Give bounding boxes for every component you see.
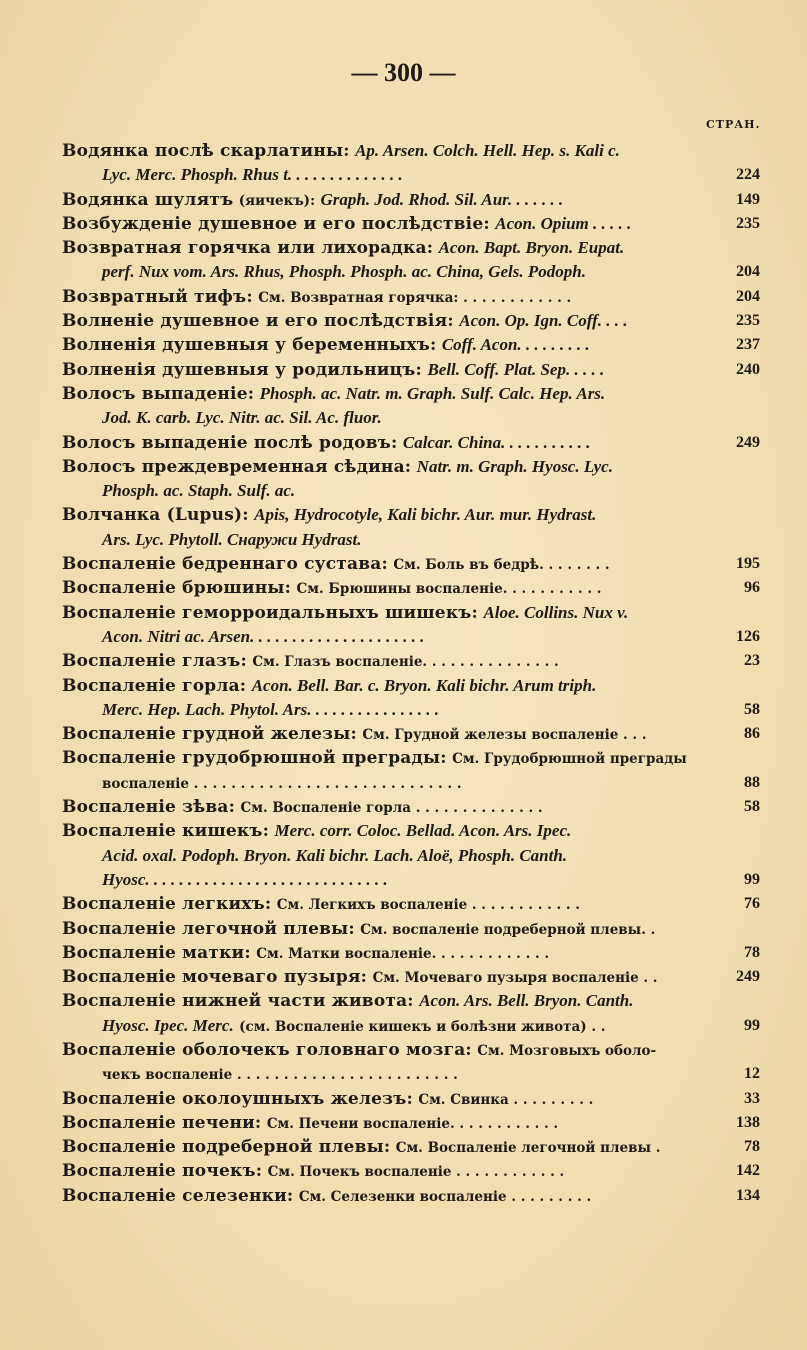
entry-reference: См. Брюшины воспаленіе. . . . . . . . . . . (296, 581, 602, 598)
entry-remedies: Hyosc. Ipec. Merc. (102, 1015, 234, 1035)
entry-heading: Воспаленіе селезенки: (62, 1185, 294, 1206)
index-entry-continuation (0, 406, 807, 430)
entry-page-number: 33 (744, 1089, 760, 1107)
entry-reference: (яичекъ): (238, 192, 316, 209)
index-entry (0, 722, 807, 746)
entry-text (62, 722, 647, 747)
entry-page-number: 224 (736, 166, 760, 184)
entry-reference: воспаленіе . . . . . . . . . . . . . . . . . . . . . . . . . . . . . (102, 775, 462, 792)
entry-heading: Воспаленіе матки: (62, 942, 251, 963)
entry-page-number: 126 (736, 627, 760, 645)
entry-text (62, 431, 590, 455)
index-entry (0, 649, 807, 673)
entry-text (62, 455, 613, 479)
entry-remedies: Phosph. ac. Staph. Sulf. ac. (102, 481, 296, 501)
index-entry-continuation (0, 698, 807, 722)
entry-text (102, 844, 567, 868)
index-entry (0, 188, 807, 212)
entry-heading: Воспаленіе оболочекъ головнаго мозга: (62, 1039, 472, 1060)
entry-heading: Воспаленіе мочеваго пузыря: (62, 967, 368, 988)
entry-text (62, 649, 559, 674)
entry-text (62, 188, 563, 213)
index-entry (0, 965, 807, 989)
entry-heading: Воспаленіе околоушныхъ железъ: (62, 1088, 413, 1109)
entry-remedies: Apis, Hydrocotyle, Kali bichr. Aur. mur. Hydrast. (254, 505, 597, 525)
entry-heading: Водянка шулятъ (62, 189, 234, 210)
entry-page-number: 96 (744, 579, 760, 597)
entry-page-number: 88 (744, 773, 760, 791)
entry-page-number: 76 (744, 895, 760, 913)
index-entry (0, 576, 807, 600)
entry-reference: См. Боль въ бедрѣ. . . . . . . . (393, 557, 610, 574)
entry-text (102, 1062, 458, 1087)
entry-reference: чекъ воспаленіе . . . . . . . . . . . . . . . . . . . . . . . . (102, 1067, 458, 1084)
index-entry-continuation (0, 844, 807, 868)
index-entry (0, 795, 807, 819)
entry-heading: Воспаленіе грудной железы: (62, 724, 357, 745)
index-entry (0, 431, 807, 455)
entry-text (62, 941, 549, 966)
entry-heading: Волненія душевныя у родильницъ: (62, 359, 423, 380)
entry-remedies: Merc. corr. Coloc. Bellad. Acon. Ars. Ipec. (274, 821, 572, 841)
entry-text (62, 674, 596, 698)
entry-text (62, 1135, 660, 1160)
index-entry-continuation (0, 771, 807, 795)
entry-page-number: 78 (744, 943, 760, 961)
entry-remedies: Hyosc. . . . . . . . . . . . . . . . . . . . . . . . . . . . . (102, 869, 388, 889)
entry-text (62, 1159, 564, 1184)
entry-text (62, 965, 658, 990)
entry-reference: См. Грудной железы воспаленіе . . . (362, 727, 647, 744)
entry-text (62, 212, 631, 236)
entry-reference: См. Возвратная горячка: . . . . . . . . . . . . (258, 289, 572, 306)
index-entry-continuation (0, 528, 807, 552)
index-entry (0, 139, 807, 163)
entry-reference: См. Грудобрюшной преграды (452, 751, 687, 768)
entry-heading: Воспаленіе кишекъ: (62, 821, 270, 842)
entry-page-number: 23 (744, 652, 760, 670)
entry-heading: Водянка послѣ скарлатины: (62, 141, 350, 161)
entry-text (62, 819, 571, 843)
entry-page-number: 204 (736, 263, 760, 281)
index-entry-continuation (0, 1014, 807, 1038)
entry-reference: См. Мозговыхъ оболо- (477, 1042, 657, 1059)
entry-heading: Возвратная горячка или лихорадка: (62, 238, 434, 259)
entry-remedies: Calcar. China. . . . . . . . . . . (402, 432, 591, 452)
entry-heading: Воспаленіе зѣва: (62, 797, 236, 818)
entry-page-number: 12 (744, 1065, 760, 1083)
entry-reference: См. Печени воспаленіе. . . . . . . . . . . . (266, 1115, 559, 1132)
entry-heading: Воспаленіе нижней части живота: (62, 991, 414, 1012)
entry-heading: Воспаленіе горла: (62, 675, 247, 696)
index-entry (0, 285, 807, 309)
index-entry (0, 892, 807, 916)
entry-text (62, 236, 624, 260)
entry-reference: См. воспаленіе подреберной плевы. . (360, 921, 656, 938)
entry-page-number: 249 (736, 968, 760, 986)
index-entry (0, 212, 807, 236)
index-entry (0, 333, 807, 357)
entry-heading: Воспаленіе почекъ: (62, 1161, 263, 1182)
entry-heading: Волосъ выпаденіе: (62, 383, 255, 404)
entry-text (62, 333, 590, 357)
index-entry (0, 941, 807, 965)
entry-text (102, 479, 295, 503)
entry-page-number: 142 (736, 1162, 760, 1180)
index-entry-continuation (0, 625, 807, 649)
entry-remedies: Bell. Coff. Plat. Sep. . . . . (427, 359, 605, 379)
index-entry (0, 1038, 807, 1062)
entry-text (62, 892, 580, 917)
entry-heading: Воспаленіе глазъ: (62, 651, 247, 672)
index-entry-continuation (0, 479, 807, 503)
entry-text (62, 601, 628, 625)
index-entry (0, 309, 807, 333)
entry-page-number: 235 (736, 312, 760, 330)
entry-reference: См. Воспаленіе горла . . . . . . . . . . . . . . (240, 800, 543, 817)
entry-text (62, 285, 571, 310)
entry-reference: См. Глазъ воспаленіе. . . . . . . . . . . . . . . (252, 654, 559, 671)
entry-page-number: 149 (736, 190, 760, 208)
entry-reference: См. Свинка . . . . . . . . . (418, 1091, 594, 1108)
entry-heading: Возвратный тифъ: (62, 286, 253, 307)
entry-text (102, 528, 362, 552)
entry-text (62, 1111, 558, 1136)
entry-remedies: Acon. Bapt. Bryon. Eupat. (438, 238, 625, 258)
entry-page-number: 237 (736, 336, 760, 354)
entry-remedies: Graph. Jod. Rhod. Sil. Aur. . . . . . . (320, 189, 564, 209)
entry-heading: Воспаленіе брюшины: (62, 578, 292, 599)
entry-page-number: 99 (744, 870, 760, 888)
entry-remedies: Phosph. ac. Natr. m. Graph. Sulf. Calc. Hep. Ars. (259, 383, 606, 403)
page-column-header: СТРАН. (706, 118, 761, 131)
entry-text (62, 503, 596, 527)
entry-page-number: 58 (744, 798, 760, 816)
entry-text (102, 771, 462, 796)
index-entry (0, 746, 807, 770)
entry-page-number: 195 (736, 555, 760, 573)
entry-text (102, 406, 382, 430)
entry-heading: Воспаленіе бедреннаго сустава: (62, 554, 388, 575)
entry-text (62, 552, 610, 577)
entry-text (62, 1038, 656, 1063)
entry-heading: Волненіе душевное и его послѣдствія: (62, 311, 454, 332)
entry-remedies: Jod. K. carb. Lyc. Nitr. ac. Sil. Ac. fluor. (102, 408, 382, 428)
index-entry-continuation (0, 1062, 807, 1086)
entry-remedies: Lyc. Merc. Phosph. Rhus t. . . . . . . . . . . . . . (102, 165, 403, 185)
entry-page-number: 204 (736, 287, 760, 305)
entry-reference: См. Легкихъ воспаленіе . . . . . . . . . . . . (276, 897, 580, 914)
entry-text (62, 139, 620, 163)
entry-remedies: Acon. Op. Ign. Coff. . . . (459, 311, 628, 331)
entry-remedies: perf. Nux vom. Ars. Rhus, Phosph. Phosph. ac. China, Gels. Podoph. (102, 262, 586, 282)
entry-remedies: Coff. Acon. . . . . . . . . (441, 335, 590, 355)
entry-heading: Воспаленіе печени: (62, 1112, 262, 1133)
entry-remedies: Acon. Ars. Bell. Bryon. Canth. (419, 991, 634, 1011)
entry-remedies: Natr. m. Graph. Hyosc. Lyc. (416, 456, 613, 476)
index-entry (0, 1111, 807, 1135)
index-entry (0, 917, 807, 941)
index-entry-continuation (0, 163, 807, 187)
entry-text (102, 698, 439, 722)
entry-remedies: Ap. Arsen. Colch. Hell. Hep. s. Kali c. (355, 141, 620, 160)
entry-heading: Возбужденіе душевное и его послѣдствіе: (62, 213, 490, 234)
entry-page-number: 240 (736, 360, 760, 378)
entry-text (62, 1184, 591, 1209)
entry-text (62, 746, 687, 771)
entry-text (62, 309, 628, 333)
entry-text (102, 868, 388, 892)
entry-heading: Воспаленіе подреберной плевы: (62, 1137, 391, 1158)
entry-page-number: 138 (736, 1113, 760, 1131)
entry-heading: Волненія душевныя у беременныхъ: (62, 335, 437, 356)
index-entry (0, 1135, 807, 1159)
index-entry (0, 989, 807, 1013)
entry-remedies: Acon. Nitri ac. Arsen. . . . . . . . . . . . . . . . . . . . . (102, 626, 425, 646)
entry-text (62, 917, 655, 942)
entry-remedies: Acon. Opium . . . . . (495, 213, 632, 233)
entry-text (62, 576, 601, 601)
entry-text (62, 382, 605, 406)
entry-reference: См. Селезенки воспаленіе . . . . . . . . . (298, 1188, 592, 1205)
entry-heading: Волчанка (Lupus): (62, 505, 249, 526)
entry-remedies: Merc. Hep. Lach. Phytol. Ars. . . . . . . . . . . . . . . . (102, 699, 439, 719)
entry-heading: Волосъ преждевременная сѣдина: (62, 456, 412, 477)
index-entry (0, 1087, 807, 1111)
index-entry (0, 358, 807, 382)
entry-text (62, 795, 543, 820)
entry-heading: Воспаленіе грудобрюшной преграды: (62, 748, 447, 769)
entry-text (102, 1014, 605, 1039)
index-entry (0, 455, 807, 479)
index-entry (0, 552, 807, 576)
entry-page-number: 134 (736, 1186, 760, 1204)
index-entry (0, 819, 807, 843)
entry-page-number: 86 (744, 725, 760, 743)
entry-heading: Воспаленіе геморроидальныхъ шишекъ: (62, 602, 479, 623)
index-entry-continuation (0, 868, 807, 892)
entry-heading: Воспаленіе легкихъ: (62, 894, 272, 915)
entry-page-number: 78 (744, 1138, 760, 1156)
entry-text (102, 260, 586, 284)
entry-remedies: Acid. oxal. Podoph. Bryon. Kali bichr. Lach. Aloë, Phosph. Canth. (102, 845, 568, 865)
entry-page-number: 99 (744, 1016, 760, 1034)
entry-reference: См. Мочеваго пузыря воспаленіе . . (372, 970, 658, 987)
index-entry (0, 503, 807, 527)
entry-text (62, 358, 604, 382)
index-entry (0, 601, 807, 625)
index-entry (0, 1184, 807, 1208)
entry-heading: Волосъ выпаденіе послѣ родовъ: (62, 432, 398, 453)
index-entry (0, 382, 807, 406)
entry-reference: (см. Воспаленіе кишекъ и болѣзни живота) . . (239, 1018, 606, 1035)
entry-text (102, 625, 424, 649)
entry-text (102, 163, 403, 187)
entry-reference: См. Почекъ воспаленіе . . . . . . . . . . . . (267, 1164, 565, 1181)
index-entry (0, 1159, 807, 1183)
index-entry (0, 674, 807, 698)
entry-reference: См. Матки воспаленіе. . . . . . . . . . . . . (256, 945, 550, 962)
entry-page-number: 58 (744, 700, 760, 718)
entry-remedies: Aloe. Collins. Nux v. (483, 602, 629, 622)
index-entry-continuation (0, 260, 807, 284)
entry-text (62, 989, 633, 1013)
entry-page-number: 249 (736, 433, 760, 451)
page-number: — 300 — (351, 58, 456, 87)
entry-reference: См. Воспаленіе легочной плевы . (395, 1140, 661, 1157)
entry-page-number: 235 (736, 214, 760, 232)
entry-text (62, 1087, 593, 1112)
entry-remedies: Ars. Lyc. Phytoll. Снаружи Hydrast. (102, 529, 362, 549)
entry-remedies: Acon. Bell. Bar. c. Bryon. Kali bichr. Arum triph. (251, 675, 597, 695)
entry-heading: Воспаленіе легочной плевы: (62, 918, 355, 939)
index-entry (0, 236, 807, 260)
index-entries (0, 139, 807, 1208)
